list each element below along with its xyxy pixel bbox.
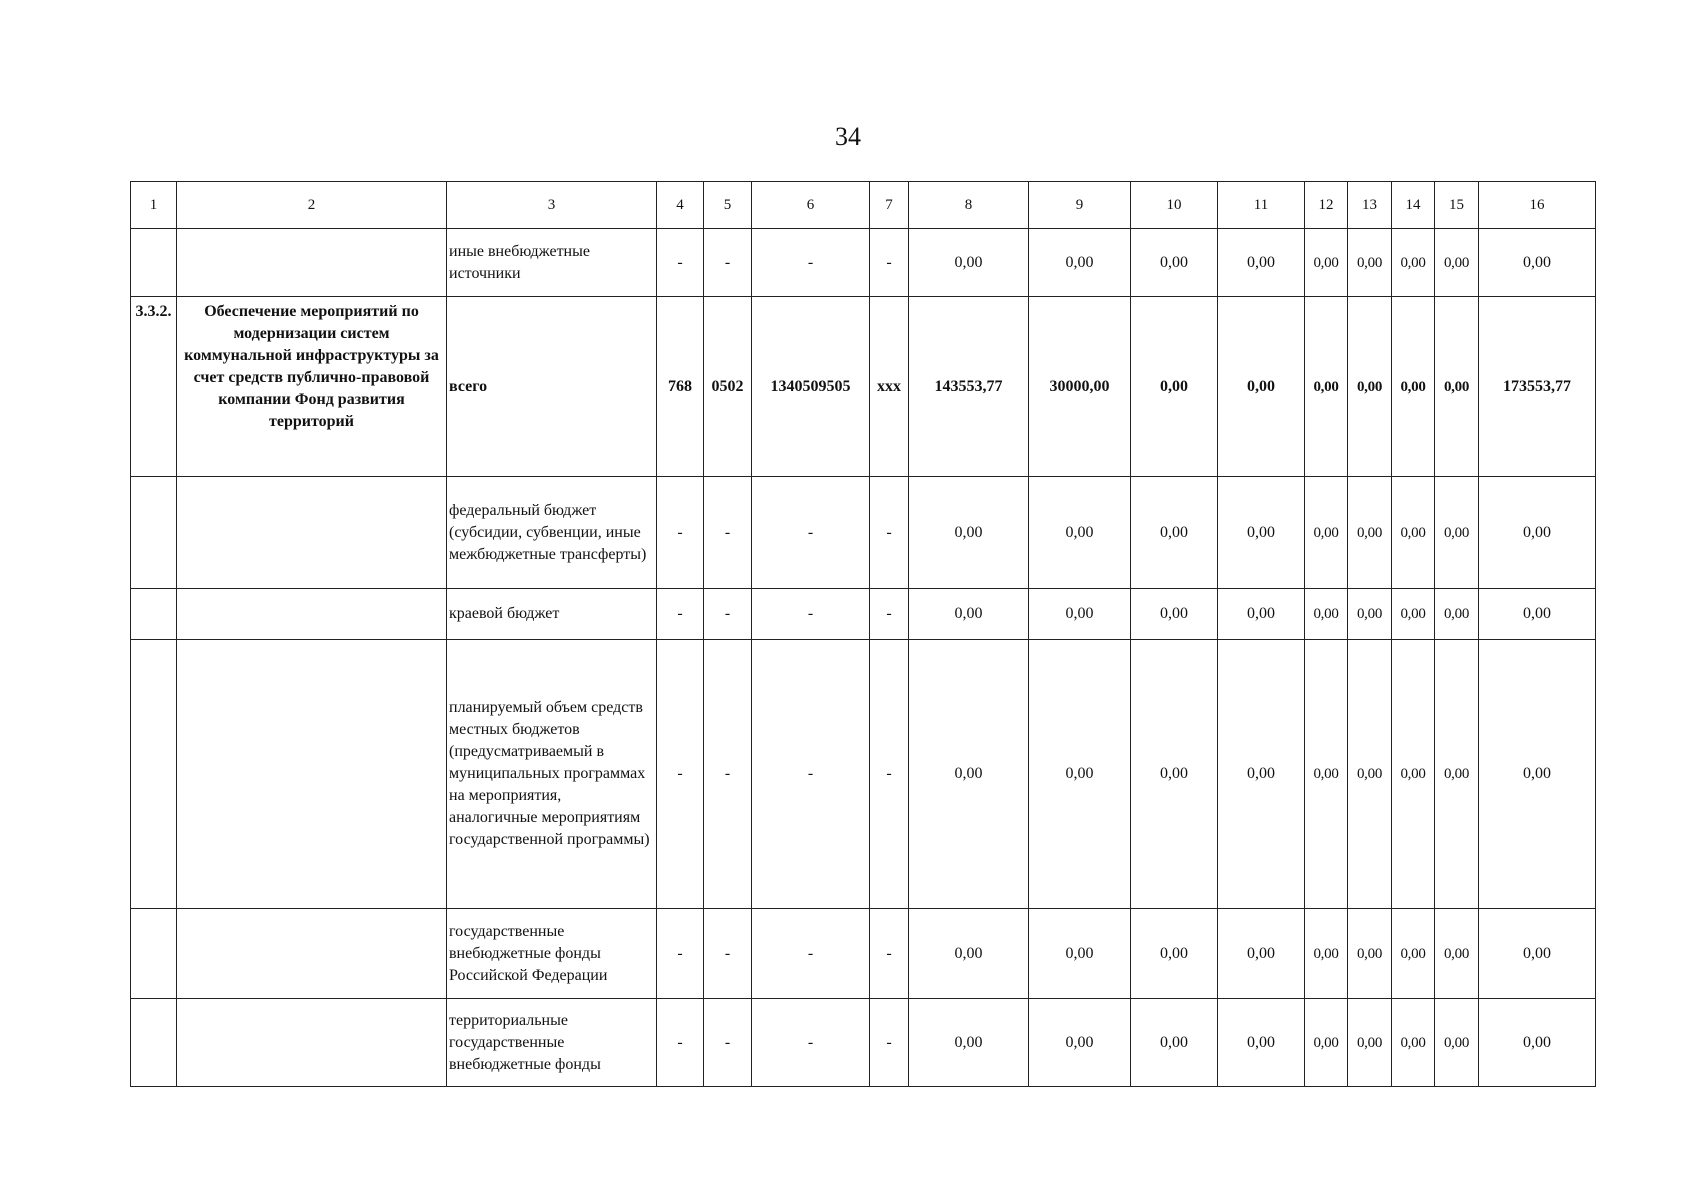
column-header: 3 [447,182,657,229]
cell-c16: 0,00 [1479,909,1596,999]
table-row [131,229,1596,297]
column-header: 6 [752,182,870,229]
cell-c14: 0,00 [1392,640,1435,909]
cell-c16: 0,00 [1479,640,1596,909]
cell-c6: - [752,589,870,640]
cell-c12: 0,00 [1305,589,1348,640]
cell-c13: 0,00 [1348,999,1392,1087]
cell-c10: 0,00 [1131,999,1218,1087]
cell-c9: 0,00 [1029,999,1131,1087]
row-code: 3.3.2. [131,297,177,477]
cell-c9: 0,00 [1029,909,1131,999]
funding-source: федеральный бюджет (субсидии, субвенции, иные межбюджетные трансферты) [447,477,657,589]
cell-c4: - [657,477,704,589]
cell-c5: - [704,229,752,297]
cell-c12: 0,00 [1305,909,1348,999]
row-name [177,909,447,999]
cell-c7: - [870,909,909,999]
cell-c8: 0,00 [909,589,1029,640]
cell-c4: - [657,999,704,1087]
cell-c5: - [704,909,752,999]
cell-c15: 0,00 [1435,589,1479,640]
row-code [131,589,177,640]
cell-c10: 0,00 [1131,589,1218,640]
cell-c12: 0,00 [1305,477,1348,589]
table-row [131,640,1596,909]
cell-c9: 0,00 [1029,589,1131,640]
funding-source: всего [447,297,657,477]
column-header: 12 [1305,182,1348,229]
cell-c4: - [657,229,704,297]
cell-c10: 0,00 [1131,229,1218,297]
cell-c16: 0,00 [1479,589,1596,640]
column-header: 14 [1392,182,1435,229]
cell-c12: 0,00 [1305,640,1348,909]
cell-c12: 0,00 [1305,999,1348,1087]
column-header: 2 [177,182,447,229]
cell-c16: 173553,77 [1479,297,1596,477]
cell-c10: 0,00 [1131,909,1218,999]
cell-c14: 0,00 [1392,229,1435,297]
table-row [131,589,1596,640]
column-header: 9 [1029,182,1131,229]
cell-c15: 0,00 [1435,640,1479,909]
cell-c7: - [870,999,909,1087]
cell-c6: - [752,999,870,1087]
cell-c11: 0,00 [1218,640,1305,909]
cell-c13: 0,00 [1348,909,1392,999]
cell-c13: 0,00 [1348,297,1392,477]
cell-c8: 143553,77 [909,297,1029,477]
row-code [131,229,177,297]
cell-c9: 0,00 [1029,640,1131,909]
column-header: 11 [1218,182,1305,229]
cell-c4: - [657,640,704,909]
row-name [177,229,447,297]
table-row [131,297,1596,477]
row-name [177,999,447,1087]
cell-c5: - [704,999,752,1087]
cell-c13: 0,00 [1348,640,1392,909]
row-name [177,640,447,909]
cell-c6: - [752,640,870,909]
cell-c13: 0,00 [1348,477,1392,589]
row-name [177,477,447,589]
page-number: 34 [835,122,861,151]
cell-c14: 0,00 [1392,477,1435,589]
column-header: 1 [131,182,177,229]
cell-c5: - [704,477,752,589]
cell-c8: 0,00 [909,909,1029,999]
cell-c8: 0,00 [909,477,1029,589]
row-code [131,909,177,999]
cell-c16: 0,00 [1479,229,1596,297]
cell-c10: 0,00 [1131,640,1218,909]
column-header: 5 [704,182,752,229]
cell-c4: - [657,589,704,640]
column-header: 8 [909,182,1029,229]
cell-c4: - [657,909,704,999]
cell-c7: - [870,229,909,297]
row-code [131,640,177,909]
cell-c14: 0,00 [1392,589,1435,640]
cell-c5: 0502 [704,297,752,477]
cell-c5: - [704,640,752,909]
cell-c5: - [704,589,752,640]
cell-c10: 0,00 [1131,477,1218,589]
cell-c15: 0,00 [1435,909,1479,999]
cell-c11: 0,00 [1218,477,1305,589]
cell-c16: 0,00 [1479,477,1596,589]
cell-c7: - [870,640,909,909]
cell-c10: 0,00 [1131,297,1218,477]
row-name [177,589,447,640]
column-header: 10 [1131,182,1218,229]
funding-source: краевой бюджет [447,589,657,640]
column-header: 15 [1435,182,1479,229]
row-code [131,999,177,1087]
cell-c13: 0,00 [1348,589,1392,640]
column-header: 7 [870,182,909,229]
cell-c11: 0,00 [1218,229,1305,297]
cell-c15: 0,00 [1435,229,1479,297]
column-header: 4 [657,182,704,229]
cell-c4: 768 [657,297,704,477]
cell-c15: 0,00 [1435,999,1479,1087]
cell-c13: 0,00 [1348,229,1392,297]
cell-c8: 0,00 [909,229,1029,297]
cell-c12: 0,00 [1305,229,1348,297]
cell-c6: 1340509505 [752,297,870,477]
cell-c7: - [870,477,909,589]
cell-c11: 0,00 [1218,297,1305,477]
cell-c16: 0,00 [1479,999,1596,1087]
cell-c11: 0,00 [1218,999,1305,1087]
table-row [131,909,1596,999]
funding-source: планируемый объем средств местных бюджетов (предусматриваемый в муниципальных программах на мероприятия, аналогичные мероприятиям государственной программы) [447,640,657,909]
cell-c7: - [870,589,909,640]
cell-c14: 0,00 [1392,297,1435,477]
cell-c12: 0,00 [1305,297,1348,477]
row-name: Обеспечение мероприятий по модернизации систем коммунальной инфраструктуры за счет средств публично-правовой компании Фонд развития территорий [177,297,447,477]
cell-c6: - [752,909,870,999]
cell-c11: 0,00 [1218,909,1305,999]
table-row [131,999,1596,1087]
cell-c9: 30000,00 [1029,297,1131,477]
cell-c11: 0,00 [1218,589,1305,640]
funding-source: иные внебюджетные источники [447,229,657,297]
cell-c14: 0,00 [1392,999,1435,1087]
column-number-row [131,182,1596,229]
cell-c8: 0,00 [909,999,1029,1087]
cell-c15: 0,00 [1435,297,1479,477]
budget-table [130,181,1596,1087]
cell-c6: - [752,477,870,589]
funding-source: территориальные государственные внебюджетные фонды [447,999,657,1087]
table-row [131,477,1596,589]
funding-source: государственные внебюджетные фонды Российской Федерации [447,909,657,999]
column-header: 13 [1348,182,1392,229]
cell-c15: 0,00 [1435,477,1479,589]
cell-c9: 0,00 [1029,229,1131,297]
cell-c8: 0,00 [909,640,1029,909]
cell-c14: 0,00 [1392,909,1435,999]
row-code [131,477,177,589]
cell-c7: ххх [870,297,909,477]
cell-c9: 0,00 [1029,477,1131,589]
cell-c6: - [752,229,870,297]
column-header: 16 [1479,182,1596,229]
